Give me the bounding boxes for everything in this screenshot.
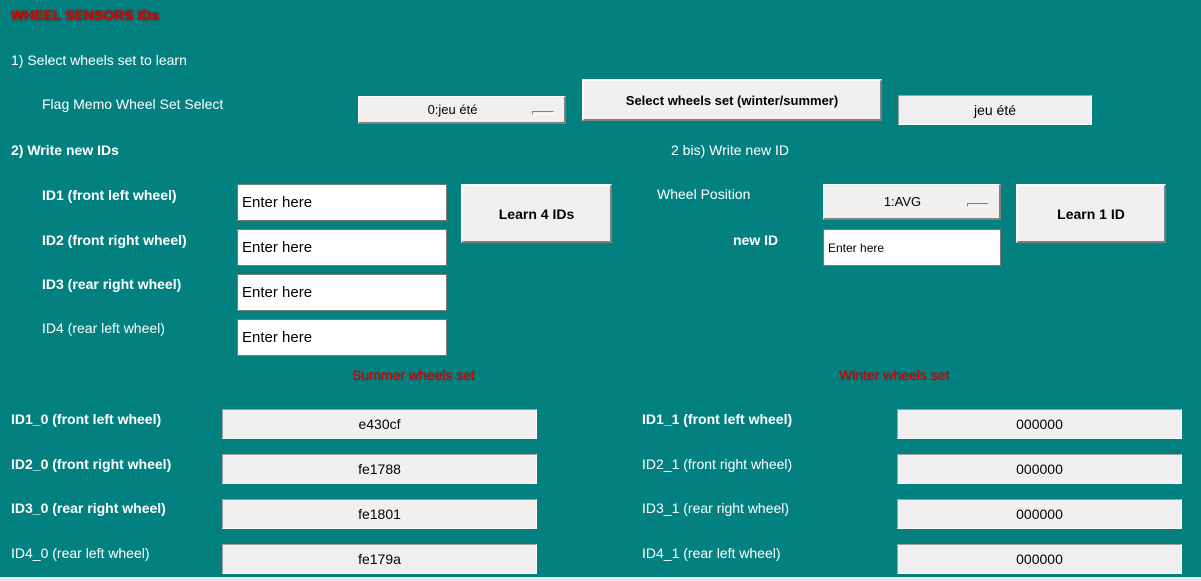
winter-id2-value: 000000 xyxy=(897,454,1182,484)
summer-id2-value: fe1788 xyxy=(222,454,537,484)
wheel-position-value: 1:AVG xyxy=(883,194,922,209)
wheel-position-label: Wheel Position xyxy=(657,186,751,202)
learn-1-id-button[interactable]: Learn 1 ID xyxy=(1016,184,1166,243)
winter-set-heading: Winter wheels set xyxy=(839,367,950,383)
summer-id1-label: ID1_0 (front left wheel) xyxy=(11,411,162,427)
winter-id2-label: ID2_1 (front right wheel) xyxy=(642,456,793,472)
id1-input[interactable]: Enter here xyxy=(237,184,447,221)
winter-id1-value: 000000 xyxy=(897,409,1182,439)
wheel-position-dropdown[interactable] xyxy=(823,184,1001,220)
flag-memo-label: Flag Memo Wheel Set Select xyxy=(42,96,224,112)
winter-id1-label: ID1_1 (front left wheel) xyxy=(642,411,793,427)
winter-id4-label: ID4_1 (rear left wheel) xyxy=(642,545,781,561)
winter-id3-value: 000000 xyxy=(897,499,1182,529)
dropdown-indicator-icon xyxy=(967,203,989,207)
summer-id3-value: fe1801 xyxy=(222,499,537,529)
id1-label: ID1 (front left wheel) xyxy=(42,187,177,203)
bottom-border xyxy=(0,577,1201,581)
id4-input[interactable]: Enter here xyxy=(237,319,447,356)
summer-id3-label: ID3_0 (rear right wheel) xyxy=(11,500,166,516)
summer-id4-label: ID4_0 (rear left wheel) xyxy=(11,545,150,561)
step2bis-heading: 2 bis) Write new ID xyxy=(671,142,789,158)
flag-memo-dropdown[interactable] xyxy=(358,96,566,124)
id3-input[interactable]: Enter here xyxy=(237,274,447,311)
summer-id4-value: fe179a xyxy=(222,544,537,574)
summer-id2-label: ID2_0 (front right wheel) xyxy=(11,456,172,472)
id2-input[interactable]: Enter here xyxy=(237,229,447,266)
new-id-label: new ID xyxy=(733,232,779,248)
winter-id4-value: 000000 xyxy=(897,544,1182,574)
winter-id3-label: ID3_1 (rear right wheel) xyxy=(642,500,790,516)
summer-id1-value: e430cf xyxy=(222,409,537,439)
learn-4-ids-button[interactable]: Learn 4 IDs xyxy=(461,184,612,243)
current-wheel-set-display: jeu été xyxy=(898,95,1092,125)
summer-set-heading: Summer wheels set xyxy=(352,367,475,383)
page-title: WHEEL SENSORS IDs xyxy=(11,7,160,23)
dropdown-indicator-icon xyxy=(532,111,554,115)
select-wheels-set-button[interactable]: Select wheels set (winter/summer) xyxy=(582,79,882,121)
id4-label: ID4 (rear left wheel) xyxy=(42,320,165,336)
id2-label: ID2 (front right wheel) xyxy=(42,232,187,248)
flag-memo-value: 0:jeu été xyxy=(427,102,478,117)
new-id-input[interactable]: Enter here xyxy=(823,229,1001,266)
step2-heading: 2) Write new IDs xyxy=(11,142,119,158)
step1-heading: 1) Select wheels set to learn xyxy=(11,52,187,68)
id3-label: ID3 (rear right wheel) xyxy=(42,276,182,292)
